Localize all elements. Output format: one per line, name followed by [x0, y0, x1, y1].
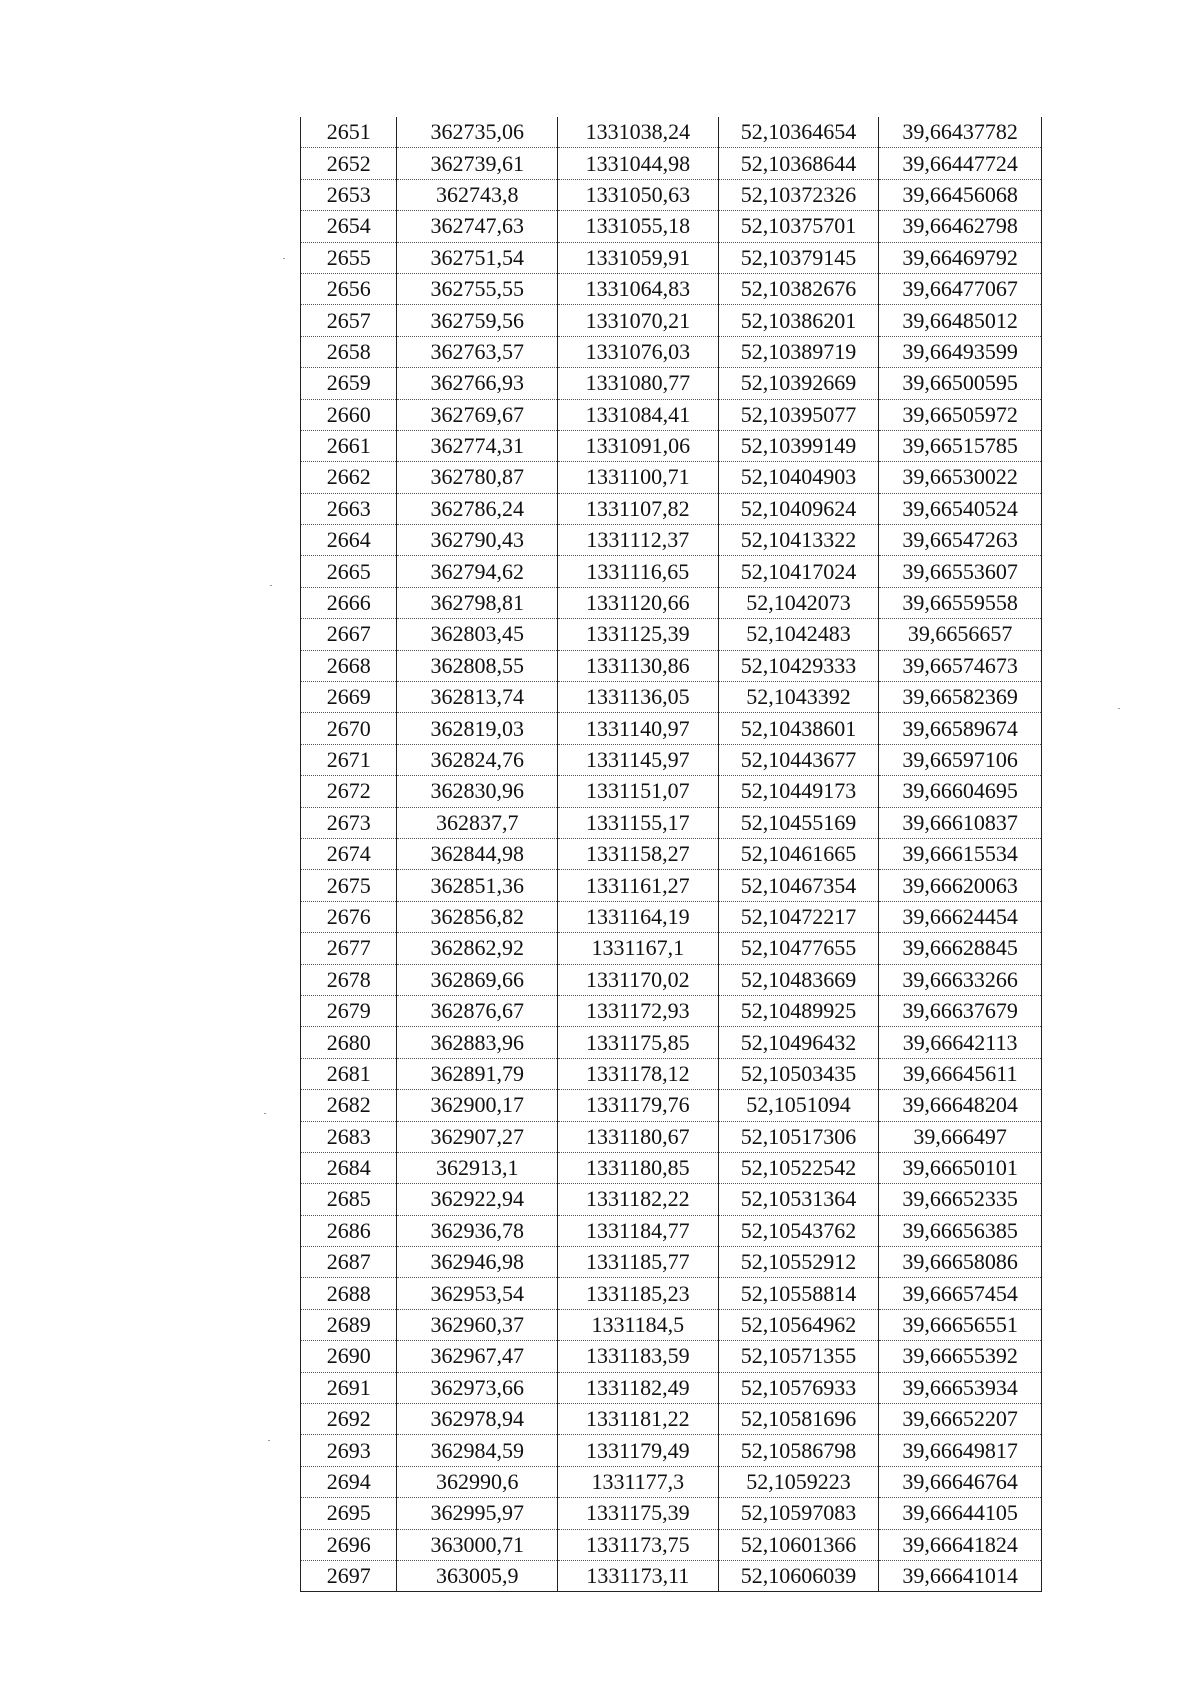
x-coordinate-cell: 362856,82 [397, 901, 558, 932]
point-number-cell: 2693 [301, 1435, 397, 1466]
table-row [301, 933, 1042, 964]
y-coordinate-cell: 1331107,82 [558, 493, 719, 524]
point-number-cell: 2661 [301, 430, 397, 461]
x-coordinate-cell: 362907,27 [397, 1121, 558, 1152]
y-coordinate-cell: 1331180,85 [558, 1152, 719, 1183]
latitude-cell: 52,1059223 [718, 1466, 879, 1497]
latitude-cell: 52,10386201 [718, 305, 879, 336]
x-coordinate-cell: 362751,54 [397, 242, 558, 273]
longitude-cell: 39,66559558 [879, 587, 1042, 618]
table-row [301, 336, 1042, 367]
x-coordinate-cell: 362851,36 [397, 870, 558, 901]
y-coordinate-cell: 1331167,1 [558, 933, 719, 964]
table-row [301, 1090, 1042, 1121]
y-coordinate-cell: 1331155,17 [558, 807, 719, 838]
longitude-cell: 39,66547263 [879, 525, 1042, 556]
x-coordinate-cell: 362786,24 [397, 493, 558, 524]
x-coordinate-cell: 362755,55 [397, 273, 558, 304]
point-number-cell: 2690 [301, 1341, 397, 1372]
y-coordinate-cell: 1331059,91 [558, 242, 719, 273]
longitude-cell: 39,66652207 [879, 1404, 1042, 1435]
latitude-cell: 52,1051094 [718, 1090, 879, 1121]
latitude-cell: 52,10552912 [718, 1247, 879, 1278]
y-coordinate-cell: 1331185,23 [558, 1278, 719, 1309]
longitude-cell: 39,66597106 [879, 744, 1042, 775]
y-coordinate-cell: 1331173,75 [558, 1529, 719, 1560]
x-coordinate-cell: 362830,96 [397, 776, 558, 807]
y-coordinate-cell: 1331175,39 [558, 1498, 719, 1529]
longitude-cell: 39,66633266 [879, 964, 1042, 995]
longitude-cell: 39,66477067 [879, 273, 1042, 304]
point-number-cell: 2666 [301, 587, 397, 618]
x-coordinate-cell: 362936,78 [397, 1215, 558, 1246]
longitude-cell: 39,66462798 [879, 211, 1042, 242]
x-coordinate-cell: 362869,66 [397, 964, 558, 995]
table-row [301, 211, 1042, 242]
longitude-cell: 39,66515785 [879, 430, 1042, 461]
x-coordinate-cell: 362967,47 [397, 1341, 558, 1372]
y-coordinate-cell: 1331185,77 [558, 1247, 719, 1278]
latitude-cell: 52,10576933 [718, 1372, 879, 1403]
x-coordinate-cell: 362995,97 [397, 1498, 558, 1529]
point-number-cell: 2658 [301, 336, 397, 367]
longitude-cell: 39,66485012 [879, 305, 1042, 336]
x-coordinate-cell: 362973,66 [397, 1372, 558, 1403]
longitude-cell: 39,66650101 [879, 1152, 1042, 1183]
x-coordinate-cell: 362837,7 [397, 807, 558, 838]
table-row [301, 1529, 1042, 1560]
longitude-cell: 39,66637679 [879, 995, 1042, 1026]
point-number-cell: 2663 [301, 493, 397, 524]
longitude-cell: 39,66437782 [879, 117, 1042, 148]
longitude-cell: 39,66658086 [879, 1247, 1042, 1278]
point-number-cell: 2655 [301, 242, 397, 273]
point-number-cell: 2659 [301, 368, 397, 399]
longitude-cell: 39,66657454 [879, 1278, 1042, 1309]
longitude-cell: 39,66589674 [879, 713, 1042, 744]
y-coordinate-cell: 1331044,98 [558, 148, 719, 179]
y-coordinate-cell: 1331182,49 [558, 1372, 719, 1403]
x-coordinate-cell: 362766,93 [397, 368, 558, 399]
y-coordinate-cell: 1331175,85 [558, 1027, 719, 1058]
latitude-cell: 52,10438601 [718, 713, 879, 744]
table-row [301, 1498, 1042, 1529]
latitude-cell: 52,10392669 [718, 368, 879, 399]
x-coordinate-cell: 362876,67 [397, 995, 558, 1026]
latitude-cell: 52,10483669 [718, 964, 879, 995]
table-row [301, 1247, 1042, 1278]
x-coordinate-cell: 362891,79 [397, 1058, 558, 1089]
latitude-cell: 52,10395077 [718, 399, 879, 430]
x-coordinate-cell: 362803,45 [397, 619, 558, 650]
latitude-cell: 52,10429333 [718, 650, 879, 681]
latitude-cell: 52,10517306 [718, 1121, 879, 1152]
y-coordinate-cell: 1331164,19 [558, 901, 719, 932]
table-row [301, 368, 1042, 399]
point-number-cell: 2651 [301, 117, 397, 148]
point-number-cell: 2680 [301, 1027, 397, 1058]
longitude-cell: 39,66582369 [879, 682, 1042, 713]
y-coordinate-cell: 1331050,63 [558, 179, 719, 210]
y-coordinate-cell: 1331100,71 [558, 462, 719, 493]
x-coordinate-cell: 362978,94 [397, 1404, 558, 1435]
longitude-cell: 39,6656657 [879, 619, 1042, 650]
y-coordinate-cell: 1331125,39 [558, 619, 719, 650]
point-number-cell: 2691 [301, 1372, 397, 1403]
point-number-cell: 2673 [301, 807, 397, 838]
table-row [301, 995, 1042, 1026]
table-row [301, 430, 1042, 461]
latitude-cell: 52,10489925 [718, 995, 879, 1026]
y-coordinate-cell: 1331180,67 [558, 1121, 719, 1152]
y-coordinate-cell: 1331140,97 [558, 713, 719, 744]
point-number-cell: 2679 [301, 995, 397, 1026]
x-coordinate-cell: 362759,56 [397, 305, 558, 336]
scan-speck [283, 258, 285, 259]
table-row [301, 870, 1042, 901]
table-row [301, 1466, 1042, 1497]
longitude-cell: 39,66649817 [879, 1435, 1042, 1466]
scan-speck [268, 1440, 270, 1441]
table-row [301, 525, 1042, 556]
table-row [301, 273, 1042, 304]
point-number-cell: 2689 [301, 1309, 397, 1340]
point-number-cell: 2652 [301, 148, 397, 179]
latitude-cell: 52,10461665 [718, 838, 879, 869]
y-coordinate-cell: 1331076,03 [558, 336, 719, 367]
table-row [301, 1215, 1042, 1246]
x-coordinate-cell: 362953,54 [397, 1278, 558, 1309]
longitude-cell: 39,66646764 [879, 1466, 1042, 1497]
longitude-cell: 39,66653934 [879, 1372, 1042, 1403]
x-coordinate-cell: 363000,71 [397, 1529, 558, 1560]
point-number-cell: 2664 [301, 525, 397, 556]
latitude-cell: 52,10472217 [718, 901, 879, 932]
y-coordinate-cell: 1331183,59 [558, 1341, 719, 1372]
scan-speck [270, 585, 272, 586]
table-row [301, 1435, 1042, 1466]
latitude-cell: 52,10606039 [718, 1560, 879, 1591]
y-coordinate-cell: 1331179,76 [558, 1090, 719, 1121]
point-number-cell: 2686 [301, 1215, 397, 1246]
latitude-cell: 52,10503435 [718, 1058, 879, 1089]
latitude-cell: 52,10467354 [718, 870, 879, 901]
x-coordinate-cell: 362913,1 [397, 1152, 558, 1183]
longitude-cell: 39,66656385 [879, 1215, 1042, 1246]
y-coordinate-cell: 1331130,86 [558, 650, 719, 681]
point-number-cell: 2685 [301, 1184, 397, 1215]
latitude-cell: 52,10522542 [718, 1152, 879, 1183]
x-coordinate-cell: 362798,81 [397, 587, 558, 618]
x-coordinate-cell: 362747,63 [397, 211, 558, 242]
y-coordinate-cell: 1331038,24 [558, 117, 719, 148]
x-coordinate-cell: 362743,8 [397, 179, 558, 210]
y-coordinate-cell: 1331091,06 [558, 430, 719, 461]
y-coordinate-cell: 1331145,97 [558, 744, 719, 775]
latitude-cell: 52,10389719 [718, 336, 879, 367]
table-row [301, 807, 1042, 838]
point-number-cell: 2695 [301, 1498, 397, 1529]
x-coordinate-cell: 362900,17 [397, 1090, 558, 1121]
point-number-cell: 2665 [301, 556, 397, 587]
point-number-cell: 2669 [301, 682, 397, 713]
point-number-cell: 2688 [301, 1278, 397, 1309]
x-coordinate-cell: 362946,98 [397, 1247, 558, 1278]
table-row [301, 1184, 1042, 1215]
y-coordinate-cell: 1331158,27 [558, 838, 719, 869]
table-row [301, 1309, 1042, 1340]
y-coordinate-cell: 1331064,83 [558, 273, 719, 304]
table-row [301, 1027, 1042, 1058]
table-row [301, 1121, 1042, 1152]
latitude-cell: 52,10581696 [718, 1404, 879, 1435]
longitude-cell: 39,66493599 [879, 336, 1042, 367]
point-number-cell: 2670 [301, 713, 397, 744]
y-coordinate-cell: 1331116,65 [558, 556, 719, 587]
y-coordinate-cell: 1331182,22 [558, 1184, 719, 1215]
longitude-cell: 39,66469792 [879, 242, 1042, 273]
y-coordinate-cell: 1331179,49 [558, 1435, 719, 1466]
table-row [301, 1560, 1042, 1591]
longitude-cell: 39,66645611 [879, 1058, 1042, 1089]
point-number-cell: 2694 [301, 1466, 397, 1497]
scan-speck [264, 1113, 266, 1114]
point-number-cell: 2678 [301, 964, 397, 995]
y-coordinate-cell: 1331184,5 [558, 1309, 719, 1340]
table-row [301, 117, 1042, 148]
table-row [301, 1372, 1042, 1403]
x-coordinate-cell: 362990,6 [397, 1466, 558, 1497]
longitude-cell: 39,66615534 [879, 838, 1042, 869]
y-coordinate-cell: 1331136,05 [558, 682, 719, 713]
x-coordinate-cell: 363005,9 [397, 1560, 558, 1591]
table-row [301, 1278, 1042, 1309]
longitude-cell: 39,66500595 [879, 368, 1042, 399]
y-coordinate-cell: 1331173,11 [558, 1560, 719, 1591]
x-coordinate-cell: 362774,31 [397, 430, 558, 461]
table-row [301, 619, 1042, 650]
point-number-cell: 2692 [301, 1404, 397, 1435]
x-coordinate-cell: 362808,55 [397, 650, 558, 681]
y-coordinate-cell: 1331084,41 [558, 399, 719, 430]
latitude-cell: 52,10455169 [718, 807, 879, 838]
y-coordinate-cell: 1331151,07 [558, 776, 719, 807]
latitude-cell: 52,10601366 [718, 1529, 879, 1560]
longitude-cell: 39,66505972 [879, 399, 1042, 430]
x-coordinate-cell: 362735,06 [397, 117, 558, 148]
point-number-cell: 2656 [301, 273, 397, 304]
longitude-cell: 39,66624454 [879, 901, 1042, 932]
y-coordinate-cell: 1331181,22 [558, 1404, 719, 1435]
point-number-cell: 2697 [301, 1560, 397, 1591]
y-coordinate-cell: 1331178,12 [558, 1058, 719, 1089]
table-row [301, 901, 1042, 932]
point-number-cell: 2667 [301, 619, 397, 650]
table-row [301, 650, 1042, 681]
latitude-cell: 52,10368644 [718, 148, 879, 179]
longitude-cell: 39,66656551 [879, 1309, 1042, 1340]
latitude-cell: 52,1042483 [718, 619, 879, 650]
point-number-cell: 2674 [301, 838, 397, 869]
x-coordinate-cell: 362794,62 [397, 556, 558, 587]
longitude-cell: 39,66652335 [879, 1184, 1042, 1215]
table-row [301, 964, 1042, 995]
longitude-cell: 39,66648204 [879, 1090, 1042, 1121]
y-coordinate-cell: 1331170,02 [558, 964, 719, 995]
longitude-cell: 39,66641824 [879, 1529, 1042, 1560]
x-coordinate-cell: 362883,96 [397, 1027, 558, 1058]
longitude-cell: 39,66610837 [879, 807, 1042, 838]
point-number-cell: 2677 [301, 933, 397, 964]
point-number-cell: 2660 [301, 399, 397, 430]
point-number-cell: 2684 [301, 1152, 397, 1183]
table-row [301, 587, 1042, 618]
x-coordinate-cell: 362844,98 [397, 838, 558, 869]
latitude-cell: 52,10404903 [718, 462, 879, 493]
latitude-cell: 52,1043392 [718, 682, 879, 713]
x-coordinate-cell: 362780,87 [397, 462, 558, 493]
latitude-cell: 52,10558814 [718, 1278, 879, 1309]
point-number-cell: 2654 [301, 211, 397, 242]
point-number-cell: 2687 [301, 1247, 397, 1278]
latitude-cell: 52,10571355 [718, 1341, 879, 1372]
y-coordinate-cell: 1331172,93 [558, 995, 719, 1026]
y-coordinate-cell: 1331070,21 [558, 305, 719, 336]
longitude-cell: 39,66553607 [879, 556, 1042, 587]
scan-speck [1118, 708, 1120, 709]
table-row [301, 776, 1042, 807]
x-coordinate-cell: 362739,61 [397, 148, 558, 179]
point-number-cell: 2675 [301, 870, 397, 901]
latitude-cell: 52,10382676 [718, 273, 879, 304]
latitude-cell: 52,10449173 [718, 776, 879, 807]
table-row [301, 556, 1042, 587]
table-row [301, 179, 1042, 210]
table-row [301, 148, 1042, 179]
latitude-cell: 52,10543762 [718, 1215, 879, 1246]
point-number-cell: 2682 [301, 1090, 397, 1121]
table-row [301, 399, 1042, 430]
x-coordinate-cell: 362769,67 [397, 399, 558, 430]
point-number-cell: 2671 [301, 744, 397, 775]
longitude-cell: 39,66604695 [879, 776, 1042, 807]
table-row [301, 713, 1042, 744]
x-coordinate-cell: 362862,92 [397, 933, 558, 964]
y-coordinate-cell: 1331055,18 [558, 211, 719, 242]
table-row [301, 744, 1042, 775]
table-row [301, 242, 1042, 273]
y-coordinate-cell: 1331120,66 [558, 587, 719, 618]
y-coordinate-cell: 1331184,77 [558, 1215, 719, 1246]
x-coordinate-cell: 362790,43 [397, 525, 558, 556]
table-row [301, 838, 1042, 869]
latitude-cell: 52,10379145 [718, 242, 879, 273]
table-row [301, 305, 1042, 336]
x-coordinate-cell: 362824,76 [397, 744, 558, 775]
point-number-cell: 2681 [301, 1058, 397, 1089]
latitude-cell: 52,10409624 [718, 493, 879, 524]
y-coordinate-cell: 1331161,27 [558, 870, 719, 901]
longitude-cell: 39,66540524 [879, 493, 1042, 524]
longitude-cell: 39,66628845 [879, 933, 1042, 964]
point-number-cell: 2668 [301, 650, 397, 681]
x-coordinate-cell: 362813,74 [397, 682, 558, 713]
longitude-cell: 39,66655392 [879, 1341, 1042, 1372]
longitude-cell: 39,66644105 [879, 1498, 1042, 1529]
table-row [301, 1341, 1042, 1372]
point-number-cell: 2696 [301, 1529, 397, 1560]
latitude-cell: 52,10372326 [718, 179, 879, 210]
latitude-cell: 52,10597083 [718, 1498, 879, 1529]
y-coordinate-cell: 1331112,37 [558, 525, 719, 556]
coordinates-table-body [301, 117, 1042, 1592]
longitude-cell: 39,66447724 [879, 148, 1042, 179]
point-number-cell: 2653 [301, 179, 397, 210]
latitude-cell: 52,10496432 [718, 1027, 879, 1058]
longitude-cell: 39,666497 [879, 1121, 1042, 1152]
point-number-cell: 2662 [301, 462, 397, 493]
longitude-cell: 39,66456068 [879, 179, 1042, 210]
table-row [301, 493, 1042, 524]
table-row [301, 1058, 1042, 1089]
x-coordinate-cell: 362984,59 [397, 1435, 558, 1466]
latitude-cell: 52,10586798 [718, 1435, 879, 1466]
y-coordinate-cell: 1331177,3 [558, 1466, 719, 1497]
longitude-cell: 39,66642113 [879, 1027, 1042, 1058]
point-number-cell: 2672 [301, 776, 397, 807]
longitude-cell: 39,66641014 [879, 1560, 1042, 1591]
table-row [301, 1152, 1042, 1183]
point-number-cell: 2657 [301, 305, 397, 336]
table-row [301, 462, 1042, 493]
point-number-cell: 2676 [301, 901, 397, 932]
latitude-cell: 52,10375701 [718, 211, 879, 242]
latitude-cell: 52,10531364 [718, 1184, 879, 1215]
x-coordinate-cell: 362763,57 [397, 336, 558, 367]
table-row [301, 1404, 1042, 1435]
latitude-cell: 52,10564962 [718, 1309, 879, 1340]
coordinates-table [300, 117, 1042, 1592]
y-coordinate-cell: 1331080,77 [558, 368, 719, 399]
point-number-cell: 2683 [301, 1121, 397, 1152]
longitude-cell: 39,66530022 [879, 462, 1042, 493]
table-row [301, 682, 1042, 713]
latitude-cell: 52,10417024 [718, 556, 879, 587]
latitude-cell: 52,10399149 [718, 430, 879, 461]
x-coordinate-cell: 362819,03 [397, 713, 558, 744]
x-coordinate-cell: 362960,37 [397, 1309, 558, 1340]
latitude-cell: 52,10477655 [718, 933, 879, 964]
latitude-cell: 52,1042073 [718, 587, 879, 618]
latitude-cell: 52,10443677 [718, 744, 879, 775]
latitude-cell: 52,10413322 [718, 525, 879, 556]
longitude-cell: 39,66620063 [879, 870, 1042, 901]
latitude-cell: 52,10364654 [718, 117, 879, 148]
longitude-cell: 39,66574673 [879, 650, 1042, 681]
x-coordinate-cell: 362922,94 [397, 1184, 558, 1215]
